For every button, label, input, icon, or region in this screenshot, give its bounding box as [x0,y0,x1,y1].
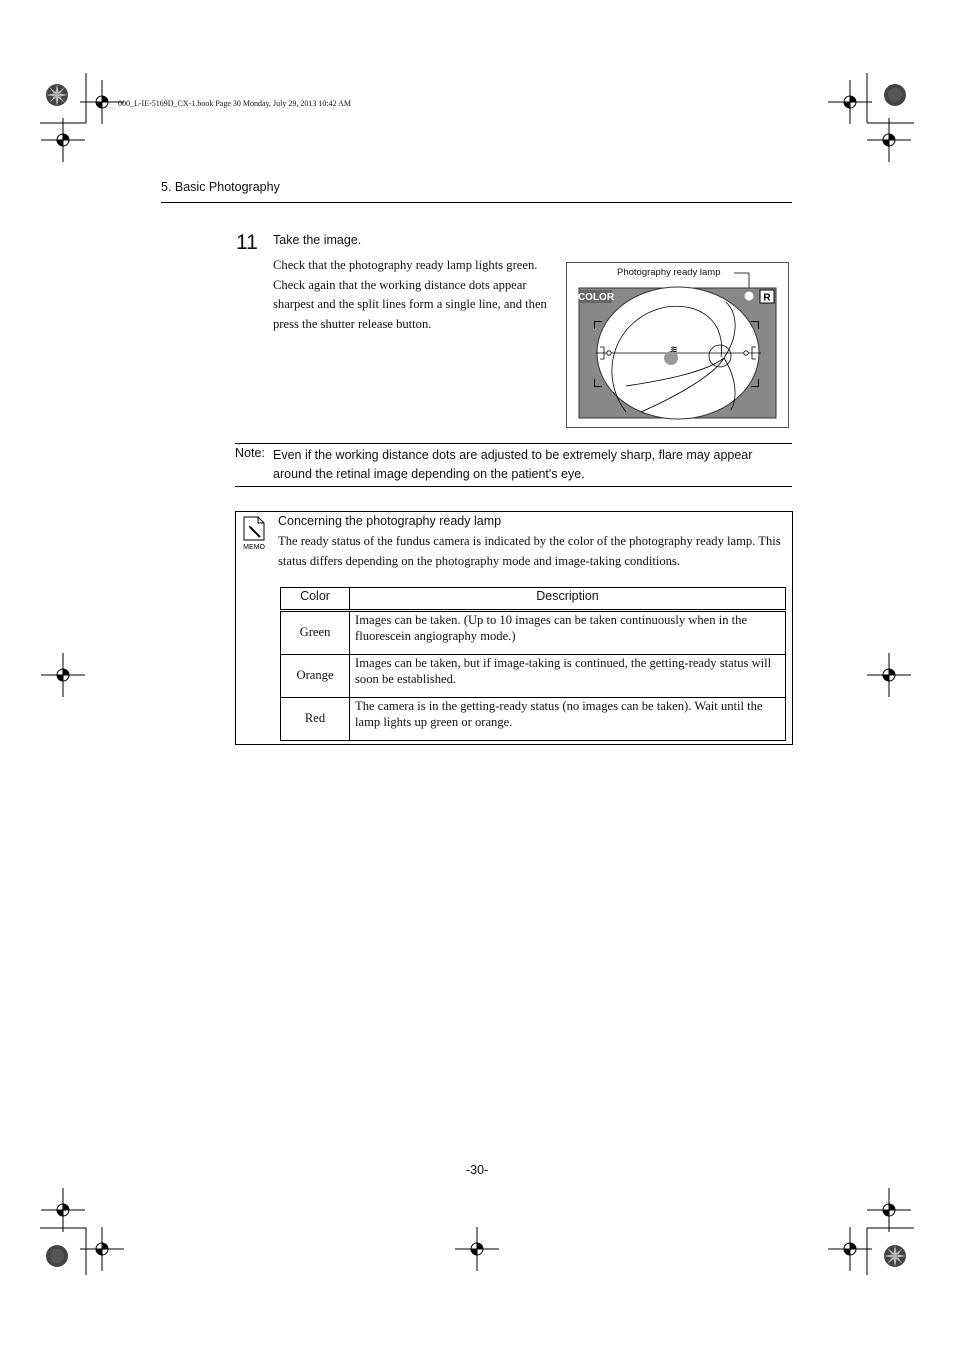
step-number: 11 [236,231,258,254]
crop-mark-mid-right [867,653,911,697]
page-number: -30- [466,1163,489,1177]
memo-icon-label: MEMO [243,544,265,550]
ready-lamp-table [280,587,786,741]
table-row [281,611,786,655]
crop-mark-bottom-center [455,1227,499,1271]
column-header-color: Color [281,588,350,611]
ready-lamp-indicator [744,291,754,301]
ready-lamp-callout: Photography ready lamp [617,267,721,278]
lamp-color-cell: Orange [281,655,350,698]
crop-mark-bottom-left [40,1188,124,1275]
table-row [281,698,786,741]
crop-mark-top-left [40,73,124,162]
memo-title: Concerning the photography ready lamp [278,514,502,528]
lamp-color-cell: Red [281,698,350,741]
memo-body: The ready status of the fundus camera is indicated by the color of the photography ready lamp. This status differs depending on the photography mode and image-taking conditions. [278,534,781,568]
book-info-line: 000_L-IE-5169D_CX-1.book Page 30 Monday, July 29, 2013 10:42 AM [118,99,352,108]
note-bottom-rule [235,486,792,487]
table-header-row [281,588,786,611]
memo-icon [241,516,267,550]
crop-mark-bottom-right [828,1188,914,1275]
lamp-description-cell: Images can be taken, but if image-taking is continued, the getting-ready status will soon be established. [350,655,786,698]
lamp-color-cell: Green [281,611,350,655]
crop-mark-top-right [828,73,914,162]
column-header-description: Description [350,588,786,611]
focus-mark: ≋ [670,345,678,355]
color-mode-label: COLOR [577,292,615,303]
step-body: Check that the photography ready lamp lights green. Check again that the working distance dots appear sharpest and the split lines form a single line, and then press the shutter release button. [273,258,547,331]
note-top-rule [235,443,792,444]
eye-side-label: R [763,292,771,304]
note-label: Note: [235,446,265,460]
step-title: Take the image. [273,233,362,247]
lamp-description-cell: The camera is in the getting-ready status (no images can be taken). Wait until the lamp lights up green or orange. [350,698,786,741]
note-text: Even if the working distance dots are adjusted to be extremely sharp, flare may appear around the retinal image depending on the patient's eye. [273,448,753,481]
lamp-description-cell: Images can be taken. (Up to 10 images can be taken continuously when in the fluorescein angiography mode.) [350,611,786,655]
section-heading: 5. Basic Photography [161,180,280,194]
header-divider [161,202,792,203]
fundus-screen-diagram [566,262,789,428]
crop-mark-mid-left [41,653,85,697]
table-row [281,655,786,698]
